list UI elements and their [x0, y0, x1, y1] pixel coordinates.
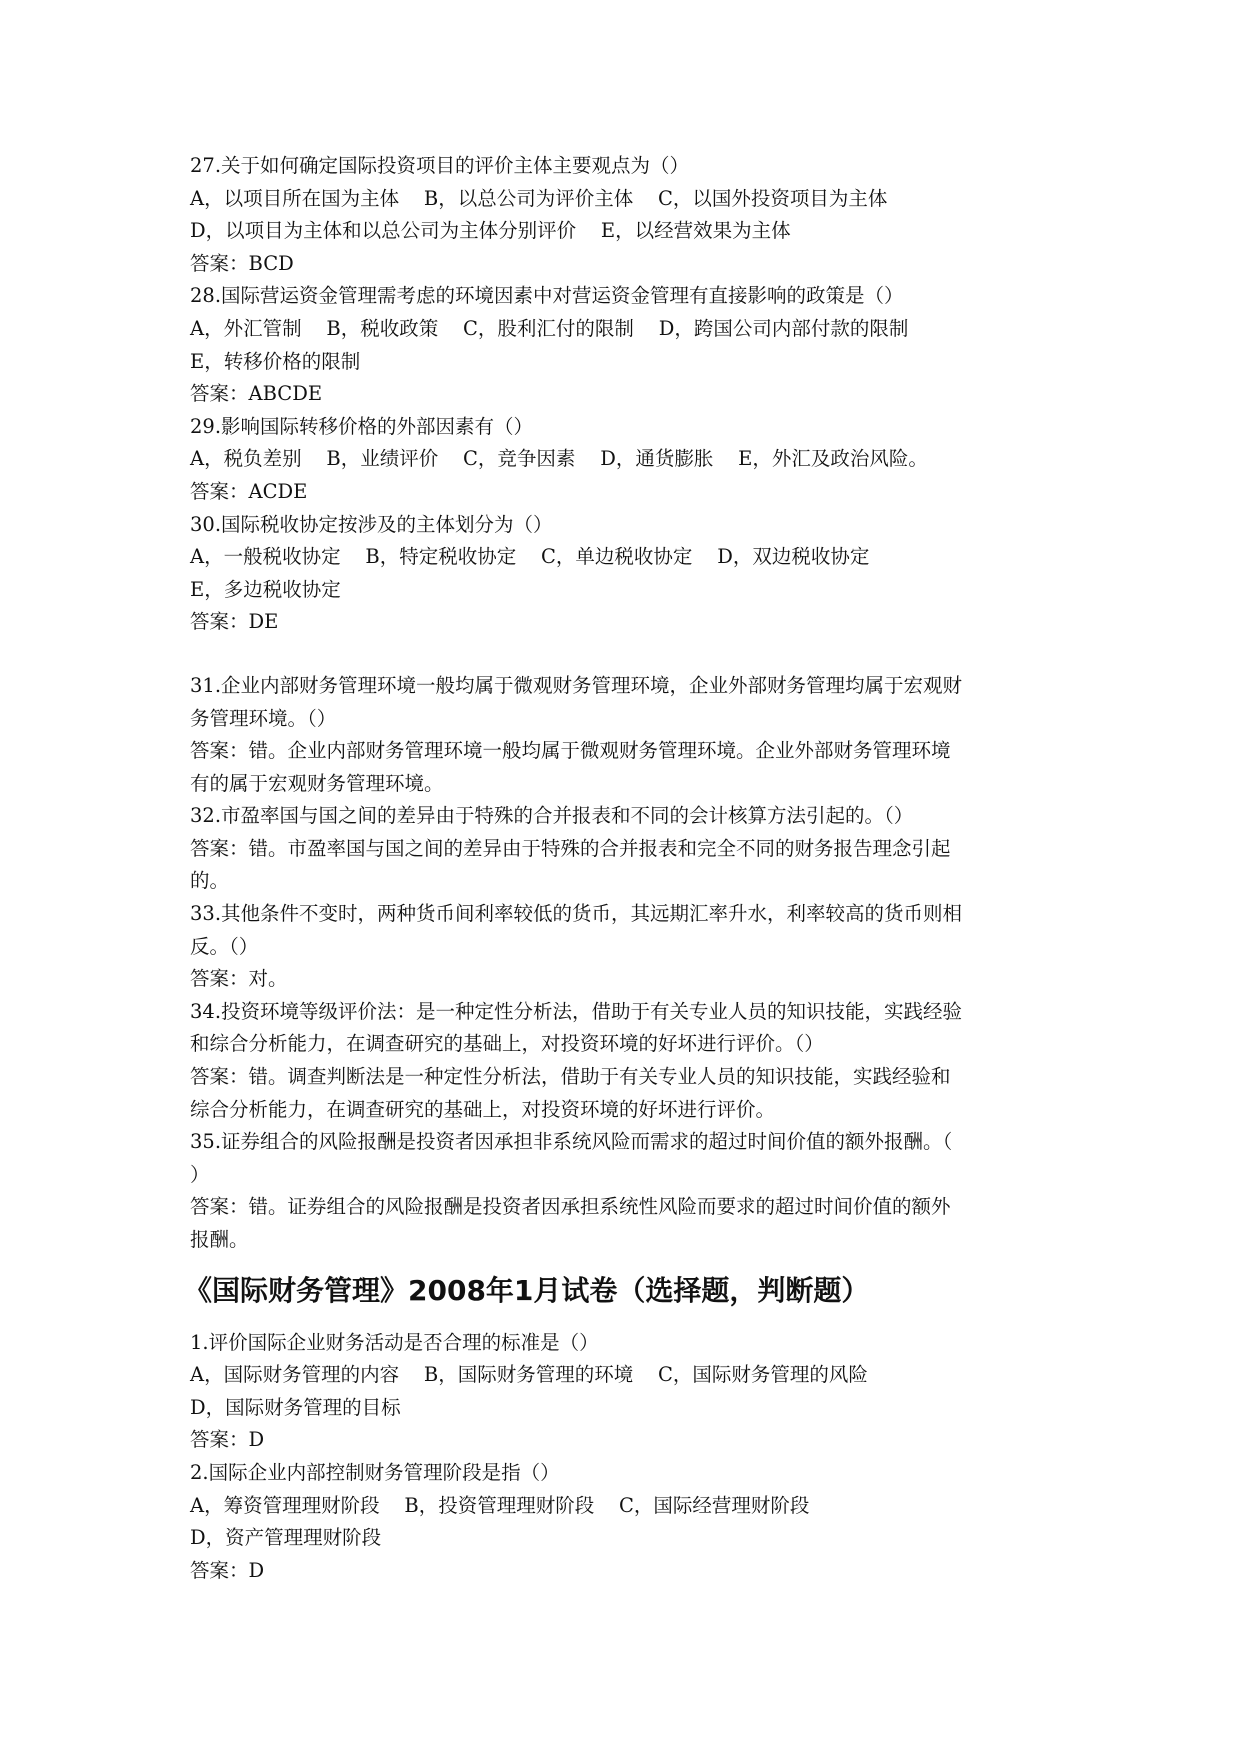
- text-line: 答案：错。市盈率国与国之间的差异由于特殊的合并报表和完全不同的财务报告理念引起: [190, 836, 951, 860]
- text-line: 和综合分析能力，在调查研究的基础上，对投资环境的好坏进行评价。（）: [190, 1032, 824, 1056]
- text-line: 答案：ACDE: [190, 479, 308, 503]
- text-line: 31.企业内部财务管理环境一般均属于微观财务管理环境，企业外部财务管理均属于宏观财: [190, 673, 963, 697]
- text-line: 答案：DE: [190, 610, 279, 634]
- text-line: 28.国际营运资金管理需考虑的环境因素中对营运资金管理有直接影响的政策是（）: [190, 284, 904, 308]
- text-line: 2.国际企业内部控制财务管理阶段是指（）: [190, 1460, 560, 1484]
- text-line: 答案：错。企业内部财务管理环境一般均属于微观财务管理环境。企业外部财务管理环境: [190, 739, 951, 763]
- true-false-block: [190, 670, 1060, 1257]
- text-line: A，国际财务管理的内容 B，国际财务管理的环境 C，国际财务管理的风险: [190, 1363, 868, 1387]
- text-line: 报酬。: [190, 1228, 249, 1251]
- text-line: A，一般税收协定 B，特定税收协定 C，单边税收协定 D，双边税收协定: [190, 545, 870, 569]
- text-line: 答案：D: [190, 1558, 265, 1582]
- text-line: 27.关于如何确定国际投资项目的评价主体主要观点为（）: [190, 154, 690, 177]
- multiple-choice-block-1: [190, 150, 1060, 639]
- text-line: A，外汇管制 B，税收政策 C，股利汇付的限制 D，跨国公司内部付款的限制: [190, 316, 909, 340]
- text-line: 务管理环境。（）: [190, 706, 337, 730]
- text-line: A，筹资管理理财阶段 B，投资管理理财阶段 C，国际经营理财阶段: [190, 1493, 810, 1517]
- section-title: 《国际财务管理》2008年1月试卷（选择题，判断题）: [184, 1273, 870, 1307]
- text-line: D，资产管理理财阶段: [190, 1526, 382, 1550]
- text-line: 答案：ABCDE: [190, 382, 323, 406]
- text-line: 30.国际税收协定按涉及的主体划分为（）: [190, 512, 553, 536]
- text-line: 33.其他条件不变时，两种货币间利率较低的货币，其远期汇率升水，利率较高的货币则相: [190, 902, 963, 926]
- text-line: 32.市盈率国与国之间的差异由于特殊的合并报表和不同的会计核算方法引起的。（）: [190, 804, 914, 828]
- text-line: 答案：对。: [190, 967, 288, 991]
- text-line: E，转移价格的限制: [190, 349, 361, 373]
- text-line: 34.投资环境等级评价法：是一种定性分析法，借助于有关专业人员的知识技能，实践经验: [190, 999, 963, 1023]
- text-line: 有的属于宏观财务管理环境。: [190, 771, 444, 795]
- text-line: E，多边税收协定: [190, 577, 341, 601]
- paragraph-gap: [190, 639, 1060, 670]
- text-line: 答案：BCD: [190, 251, 294, 275]
- text-line: 1.评价国际企业财务活动是否合理的标准是（）: [190, 1330, 599, 1354]
- text-line: 反。（）: [190, 934, 259, 958]
- text-line: A，税负差别 B，业绩评价 C，竞争因素 D，通货膨胀 E，外汇及政治风险。: [190, 447, 928, 471]
- text-line: 综合分析能力，在调查研究的基础上，对投资环境的好坏进行评价。: [190, 1097, 776, 1121]
- text-line: 的。: [190, 869, 230, 893]
- multiple-choice-block-2: [190, 1327, 1060, 1588]
- text-line: A，以项目所在国为主体 B，以总公司为评价主体 C，以国外投资项目为主体: [190, 186, 888, 210]
- text-line: 35.证券组合的风险报酬是投资者因承担非系统风险而需求的超过时间价值的额外报酬。（: [190, 1130, 953, 1154]
- text-line: ）: [190, 1162, 210, 1186]
- text-line: 答案：错。证券组合的风险报酬是投资者因承担系统性风险而要求的超过时间价值的额外: [190, 1195, 951, 1219]
- text-line: 答案：错。调查判断法是一种定性分析法，借助于有关专业人员的知识技能，实践经验和: [190, 1065, 951, 1089]
- text-line: 答案：D: [190, 1428, 265, 1452]
- text-line: 29.影响国际转移价格的外部因素有（）: [190, 414, 534, 438]
- text-line: D，以项目为主体和以总公司为主体分别评价 E，以经营效果为主体: [190, 219, 791, 243]
- text-line: D，国际财务管理的目标: [190, 1395, 401, 1419]
- document-body: [184, 150, 1060, 1587]
